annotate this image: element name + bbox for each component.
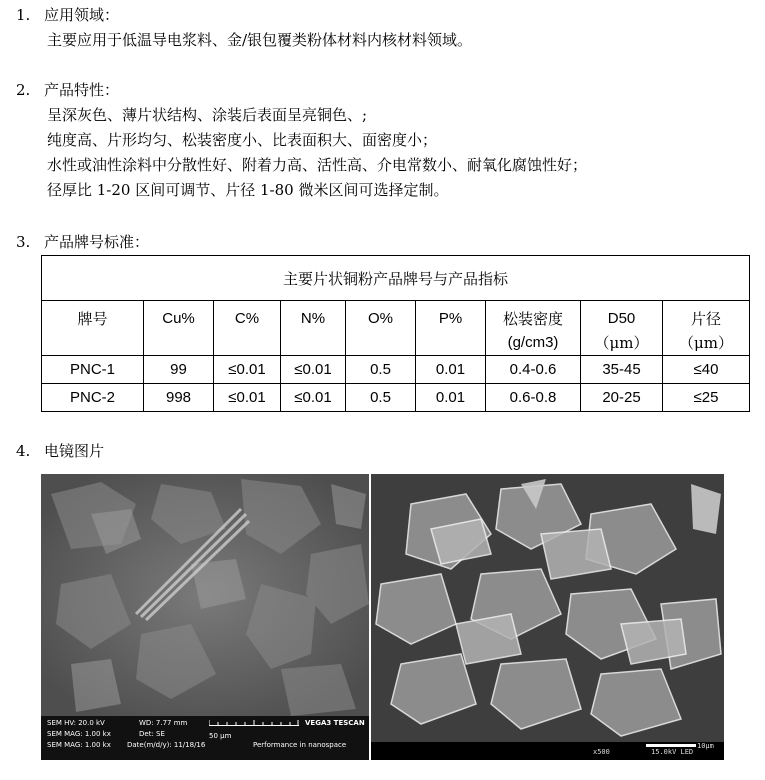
sem-scale-bar (209, 719, 299, 729)
header-o: O% (346, 301, 416, 356)
section-number: 2. (16, 81, 31, 99)
sem-date: Date(m/d/y): 11/18/16 (127, 741, 206, 749)
sem-scale-label: 10μm (697, 742, 714, 750)
feature-line-2: 纯度高、片形均匀、松装密度小、比表面积大、面密度小； (47, 131, 438, 149)
sem-info-bar (371, 742, 724, 760)
sem-info-bar (41, 716, 369, 760)
cell-o: 0.5 (346, 356, 416, 384)
cell-p: 0.01 (416, 356, 486, 384)
header-grade: 牌号 (42, 301, 144, 356)
application-text: 主要应用于低温导电浆料、金/银包覆类粉体材料内核材料领域。 (47, 31, 473, 49)
section-4-heading (16, 441, 104, 461)
cell-p: 0.01 (416, 384, 486, 412)
sem-image-left (41, 474, 369, 760)
header-flake-size: 片径 （μm） (663, 301, 750, 356)
header-d50: D50 （μm） (581, 301, 663, 356)
sem-brand: VEGA3 TESCAN (305, 719, 365, 727)
header-cu: Cu% (144, 301, 214, 356)
header-p: P% (416, 301, 486, 356)
table-row (42, 384, 750, 412)
cell-grade: PNC-2 (42, 384, 144, 412)
section-title: 产品特性： (44, 81, 120, 99)
table-caption: 主要片状铜粉产品牌号与产品指标 (42, 256, 750, 301)
sem-tagline: Performance in nanospace (253, 741, 347, 749)
product-spec-table (41, 255, 750, 412)
cell-bulk-density: 0.6-0.8 (486, 384, 581, 412)
sem-det: Det: SE (139, 730, 165, 738)
cell-flake-size: ≤25 (663, 384, 750, 412)
section-number: 4. (16, 442, 31, 460)
cell-n: ≤0.01 (281, 356, 346, 384)
cell-c: ≤0.01 (214, 384, 281, 412)
feature-line-4: 径厚比 1-20 区间可调节、片径 1-80 微米区间可选择定制。 (47, 181, 449, 199)
cell-d50: 35-45 (581, 356, 663, 384)
section-title: 应用领域： (44, 6, 120, 24)
sem-mag: SEM MAG: 1.00 kx (47, 730, 111, 738)
sem-micrograph-left (41, 474, 369, 716)
section-2-heading (16, 80, 119, 100)
cell-n: ≤0.01 (281, 384, 346, 412)
header-n: N% (281, 301, 346, 356)
cell-o: 0.5 (346, 384, 416, 412)
section-title: 产品牌号标准： (44, 233, 150, 251)
header-bulk-density: 松装密度 (g/cm3) (486, 301, 581, 356)
sem-image-right (371, 474, 724, 760)
section-1-heading (16, 5, 119, 25)
sem-kv: 15.0kV LED (651, 748, 694, 756)
cell-cu: 998 (144, 384, 214, 412)
cell-c: ≤0.01 (214, 356, 281, 384)
sem-scale-bar (646, 744, 696, 747)
table-row (42, 356, 750, 384)
cell-bulk-density: 0.4-0.6 (486, 356, 581, 384)
sem-hv: SEM HV: 20.0 kV (47, 719, 105, 727)
sem-mag: x500 (593, 748, 610, 756)
feature-line-3: 水性或油性涂料中分散性好、附着力高、活性高、介电常数小、耐氧化腐蚀性好； (47, 156, 588, 174)
sem-scale-label: 50 μm (209, 732, 232, 740)
cell-cu: 99 (144, 356, 214, 384)
header-c: C% (214, 301, 281, 356)
sem-micrograph-right (371, 474, 724, 742)
sem-wd: WD: 7.77 mm (139, 719, 188, 727)
table-header-row (42, 301, 750, 356)
cell-flake-size: ≤40 (663, 356, 750, 384)
cell-d50: 20-25 (581, 384, 663, 412)
section-number: 1. (16, 6, 31, 24)
section-title: 电镜图片 (44, 442, 105, 460)
section-number: 3. (16, 233, 31, 251)
cell-grade: PNC-1 (42, 356, 144, 384)
feature-line-1: 呈深灰色、薄片状结构、涂装后表面呈亮铜色、; (47, 106, 368, 124)
sem-mag-2: SEM MAG: 1.00 kx (47, 741, 111, 749)
section-3-heading (16, 232, 149, 252)
